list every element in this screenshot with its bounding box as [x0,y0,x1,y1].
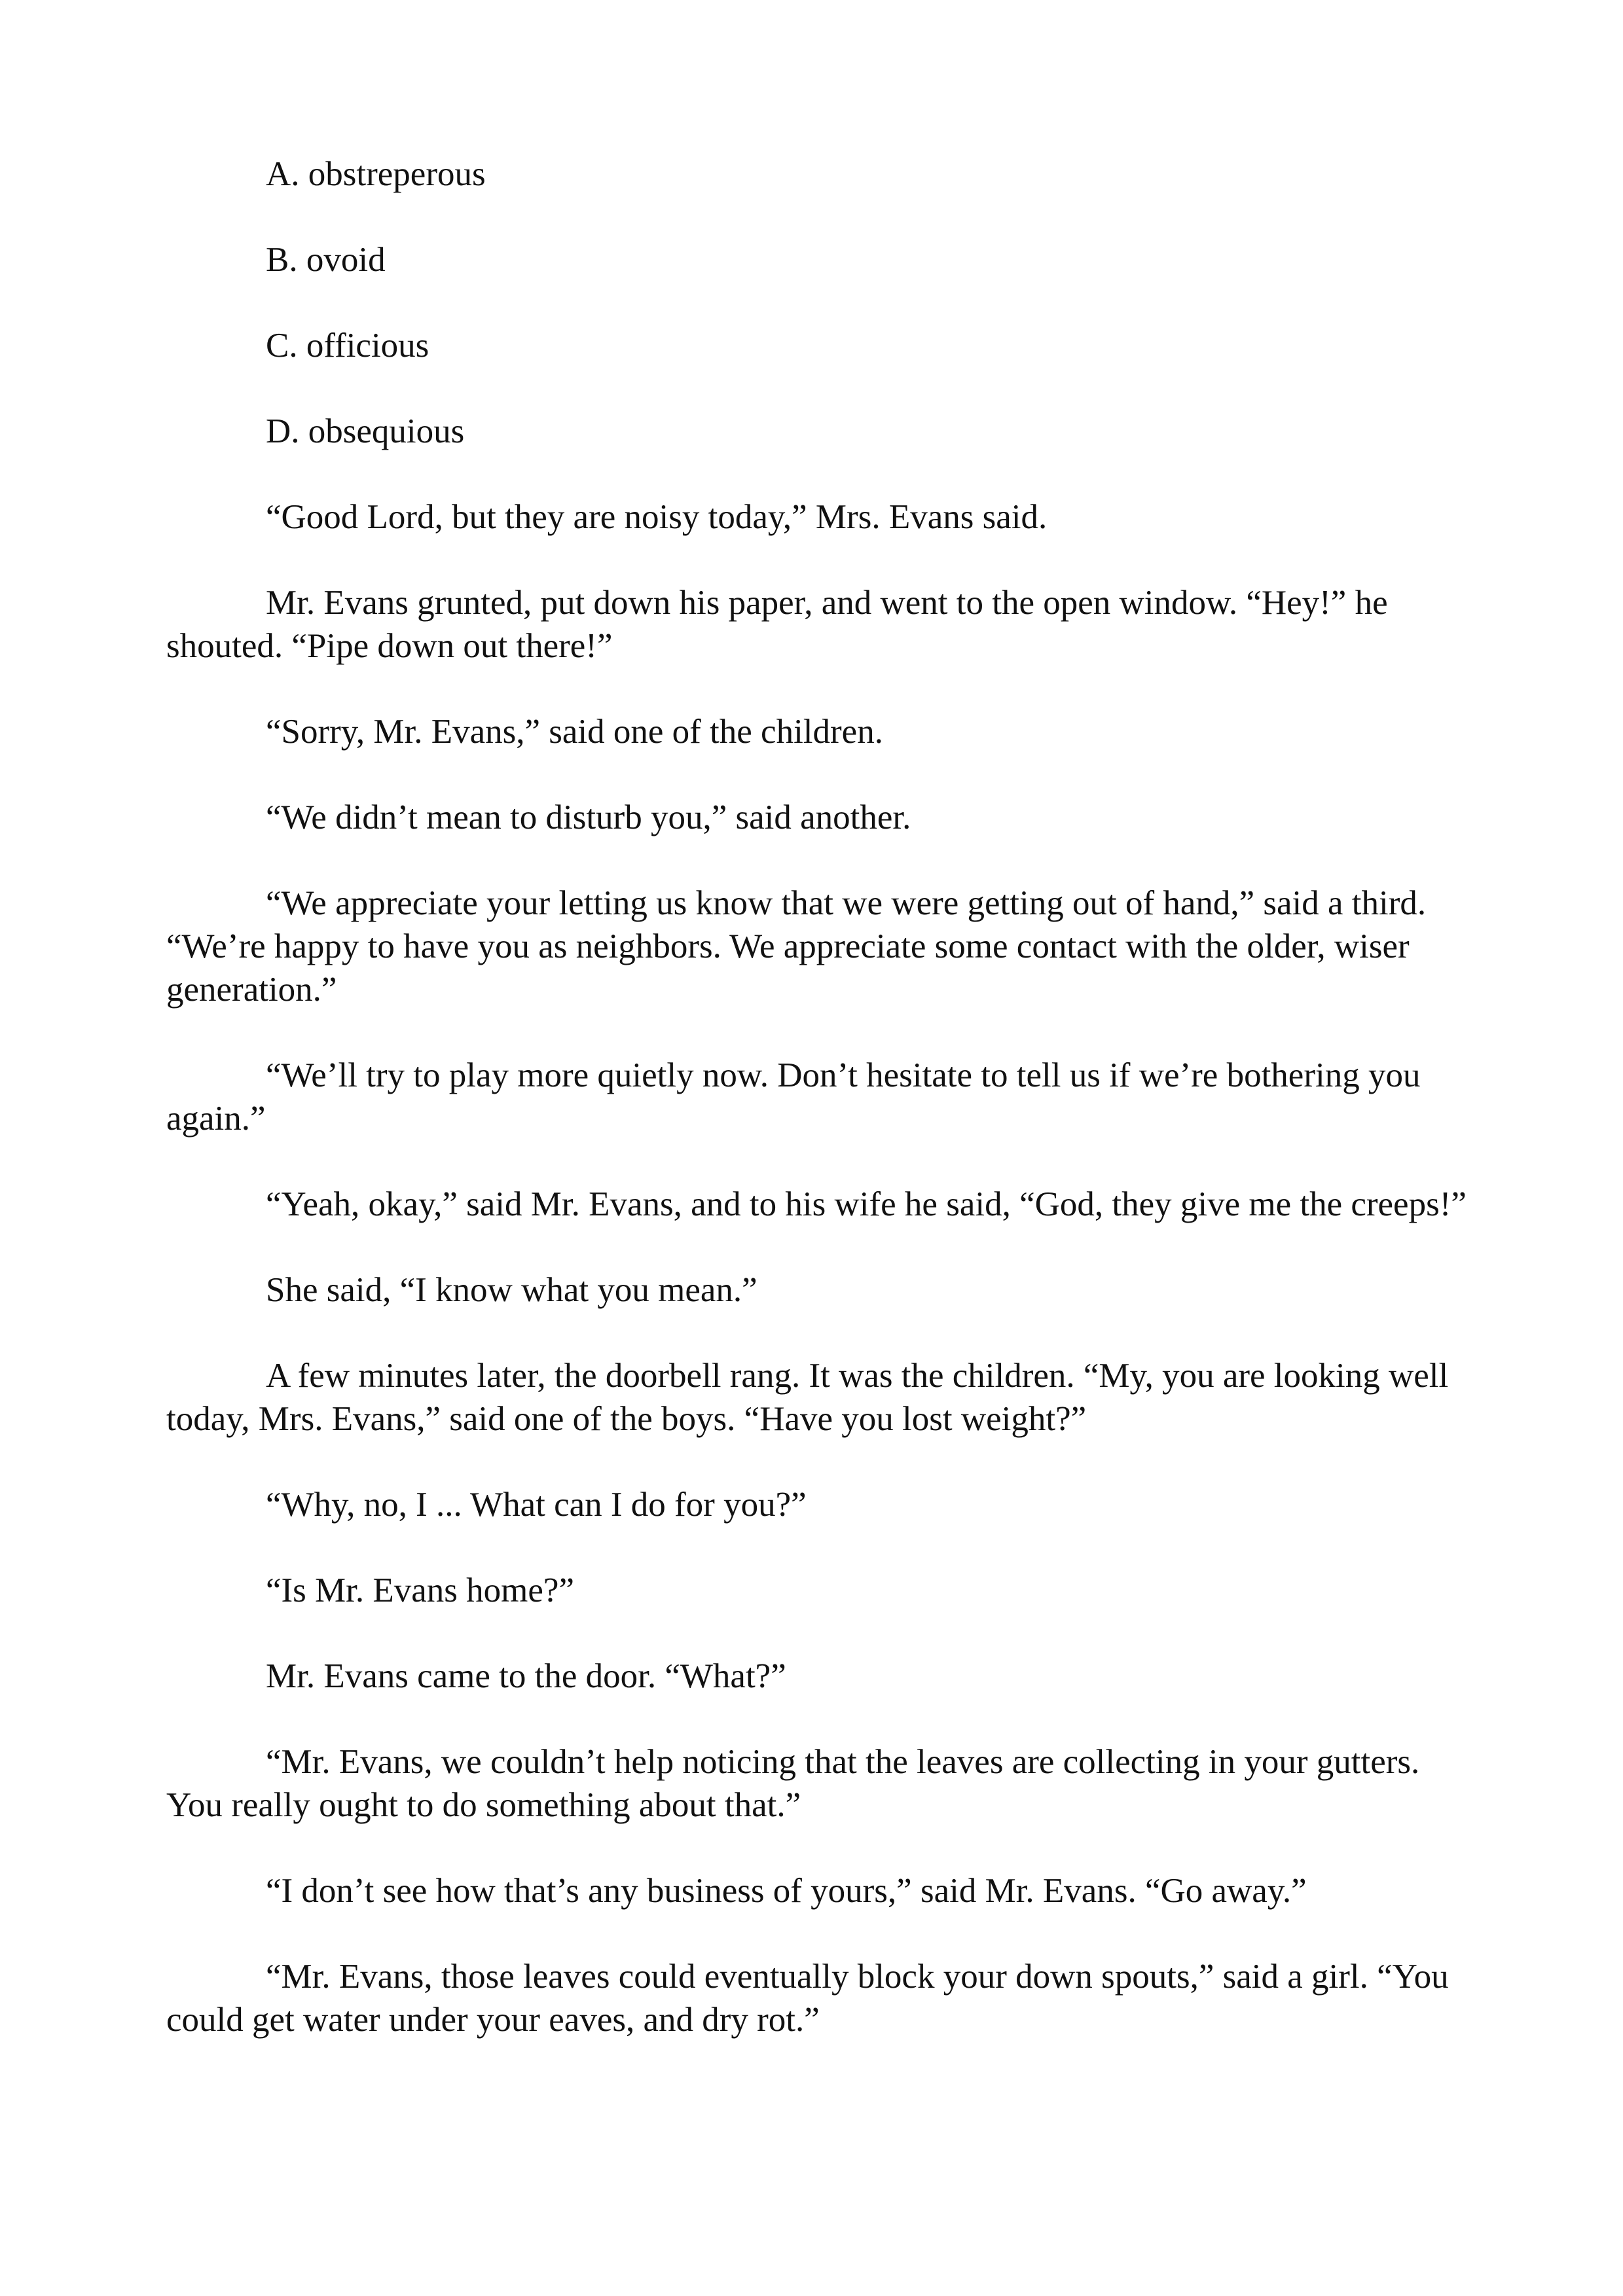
answer-option-d: D. obsequious [266,412,465,450]
answer-option-c: C. officious [266,327,429,365]
paragraph: “Good Lord, but they are noisy today,” Mrs. Evans said. [266,498,1048,536]
paragraph: A few minutes later, the doorbell rang. It was the children. “My, you are looking well today, Mrs. Evans,” said one of the boys. “Have you lost weight?” [166,1357,1449,1438]
paragraph: “We’ll try to play more quietly now. Don’t hesitate to tell us if we’re bothering you again.” [166,1056,1421,1138]
paragraph: “Sorry, Mr. Evans,” said one of the children. [266,713,883,751]
paragraph: “Yeah, okay,” said Mr. Evans, and to his wife he said, “God, they give me the creeps!” [266,1185,1467,1223]
paragraph: She said, “I know what you mean.” [266,1271,757,1309]
answer-option-a: A. obstreperous [266,155,486,193]
paragraph: Mr. Evans came to the door. “What?” [266,1657,786,1695]
answer-option-b: B. ovoid [266,241,386,279]
paragraph: “We didn’t mean to disturb you,” said another. [266,798,911,836]
paragraph: “Mr. Evans, those leaves could eventually block your down spouts,” said a girl. “You could get water under your eaves, and dry rot.” [166,1958,1449,2039]
paragraph: “Why, no, I ... What can I do for you?” [266,1486,807,1524]
paragraph: “Is Mr. Evans home?” [266,1571,574,1609]
paragraph: “We appreciate your letting us know that we were getting out of hand,” said a third. “We’re happy to have you as neighbors. We appreciate some contact with the older, wiser generation.” [166,884,1427,1009]
paragraph: “I don’t see how that’s any business of yours,” said Mr. Evans. “Go away.” [266,1872,1307,1910]
paragraph: “Mr. Evans, we couldn’t help noticing that the leaves are collecting in your gutters. You really ought to do something about that.” [166,1743,1420,1824]
paragraph: Mr. Evans grunted, put down his paper, and went to the open window. “Hey!” he shouted. “Pipe down out there!” [166,584,1388,665]
page-body [166,152,1476,2084]
